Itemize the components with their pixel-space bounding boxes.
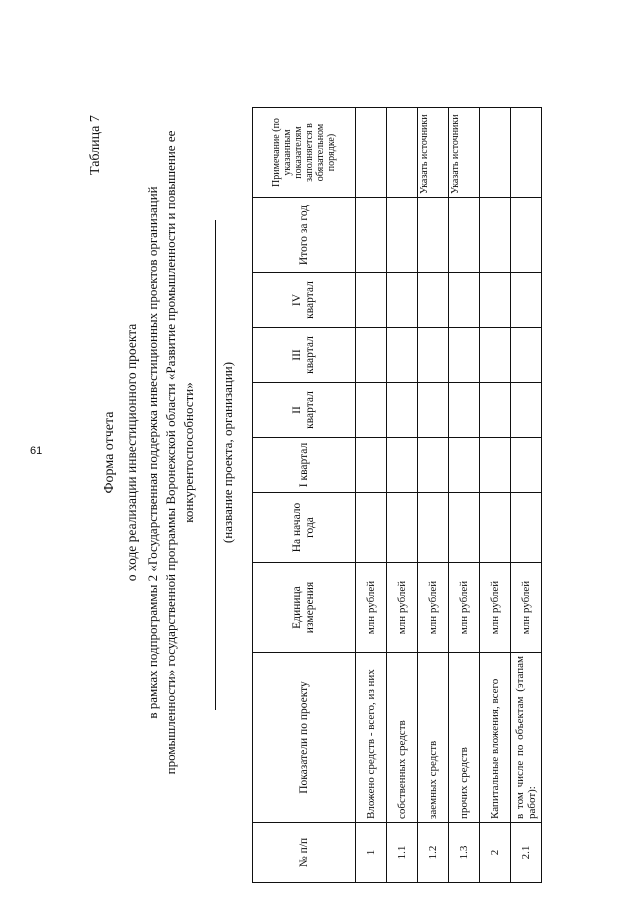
col-header-total: Итого за год [253, 198, 356, 273]
form-subtitle: о ходе реализации инвестиционного проекта [124, 323, 139, 582]
col-header-start: На начало года [253, 493, 356, 563]
table-row [449, 108, 480, 883]
project-name-caption: (название проекта, организации) [220, 361, 235, 544]
description-line: промышленности» государственной программы Воронежской области «Развитие промышленности и повышение ее [163, 130, 178, 775]
cell-q4 [511, 273, 542, 328]
cell-q2 [418, 383, 449, 438]
col-header-unit: Единица измерения [253, 563, 356, 653]
row-num: 1 [356, 823, 387, 883]
row-note [480, 108, 511, 198]
table-row [480, 108, 511, 883]
cell-q1 [511, 438, 542, 493]
row-indicator: заемных средств [418, 653, 449, 823]
row-num: 1.2 [418, 823, 449, 883]
cell-q3 [449, 328, 480, 383]
cell-q2 [387, 383, 418, 438]
table-row [356, 108, 387, 883]
row-unit: млн рублей [480, 563, 511, 653]
row-indicator: собственных средств [387, 653, 418, 823]
cell-q4 [356, 273, 387, 328]
table-row [418, 108, 449, 883]
cell-q3 [511, 328, 542, 383]
cell-q2 [480, 383, 511, 438]
cell-q2 [449, 383, 480, 438]
cell-q4 [387, 273, 418, 328]
cell-q1 [449, 438, 480, 493]
row-num: 1.3 [449, 823, 480, 883]
row-note [356, 108, 387, 198]
table-row [511, 108, 542, 883]
row-indicator: прочих средств [449, 653, 480, 823]
row-unit: млн рублей [356, 563, 387, 653]
cell-total [418, 198, 449, 273]
cell-start [418, 493, 449, 563]
page-number: 61 [30, 445, 43, 457]
cell-total [511, 198, 542, 273]
row-note: Указать источники [449, 108, 480, 198]
cell-q3 [418, 328, 449, 383]
form-title: Форма отчета [102, 411, 117, 494]
row-indicator: Капитальные вложения, всего [480, 653, 511, 823]
table-label: Таблица 7 [88, 115, 103, 175]
col-header-q3: III квартал [253, 328, 356, 383]
cell-q1 [418, 438, 449, 493]
table-header-row [253, 108, 356, 883]
row-num: 2.1 [511, 823, 542, 883]
cell-q1 [480, 438, 511, 493]
row-num: 1.1 [387, 823, 418, 883]
col-header-q2: II квартал [253, 383, 356, 438]
cell-total [356, 198, 387, 273]
description-line: в рамках подпрограммы 2 «Государственная поддержка инвестиционных проектов организаций [145, 186, 160, 719]
row-note [511, 108, 542, 198]
row-unit: млн рублей [418, 563, 449, 653]
col-header-indicator: Показатели по проекту [253, 653, 356, 823]
cell-q4 [480, 273, 511, 328]
report-table [252, 107, 542, 883]
row-note: Указать источники [418, 108, 449, 198]
col-header-q4: IV квартал [253, 273, 356, 328]
form-description [144, 100, 198, 805]
cell-q2 [356, 383, 387, 438]
cell-total [387, 198, 418, 273]
cell-q3 [387, 328, 418, 383]
cell-start [511, 493, 542, 563]
row-unit: млн рублей [449, 563, 480, 653]
cell-start [356, 493, 387, 563]
col-header-note: Примечание (по указанным показателям заполняется в обязательном порядке) [253, 108, 356, 198]
row-indicator: Вложено средств - всего, из них [356, 653, 387, 823]
cell-start [449, 493, 480, 563]
project-name-line [215, 220, 216, 710]
cell-q2 [511, 383, 542, 438]
cell-start [480, 493, 511, 563]
row-num: 2 [480, 823, 511, 883]
cell-q4 [418, 273, 449, 328]
row-indicator: в том числе по объектам (этапам работ): [511, 653, 542, 823]
cell-q3 [480, 328, 511, 383]
row-note [387, 108, 418, 198]
cell-start [387, 493, 418, 563]
cell-total [480, 198, 511, 273]
col-header-q1: I квартал [253, 438, 356, 493]
row-unit: млн рублей [511, 563, 542, 653]
cell-q3 [356, 328, 387, 383]
cell-q4 [449, 273, 480, 328]
cell-q1 [387, 438, 418, 493]
description-line: конкурентоспособности» [181, 382, 196, 523]
row-unit: млн рублей [387, 563, 418, 653]
table-row [387, 108, 418, 883]
col-header-num: № п/п [253, 823, 356, 883]
cell-total [449, 198, 480, 273]
cell-q1 [356, 438, 387, 493]
